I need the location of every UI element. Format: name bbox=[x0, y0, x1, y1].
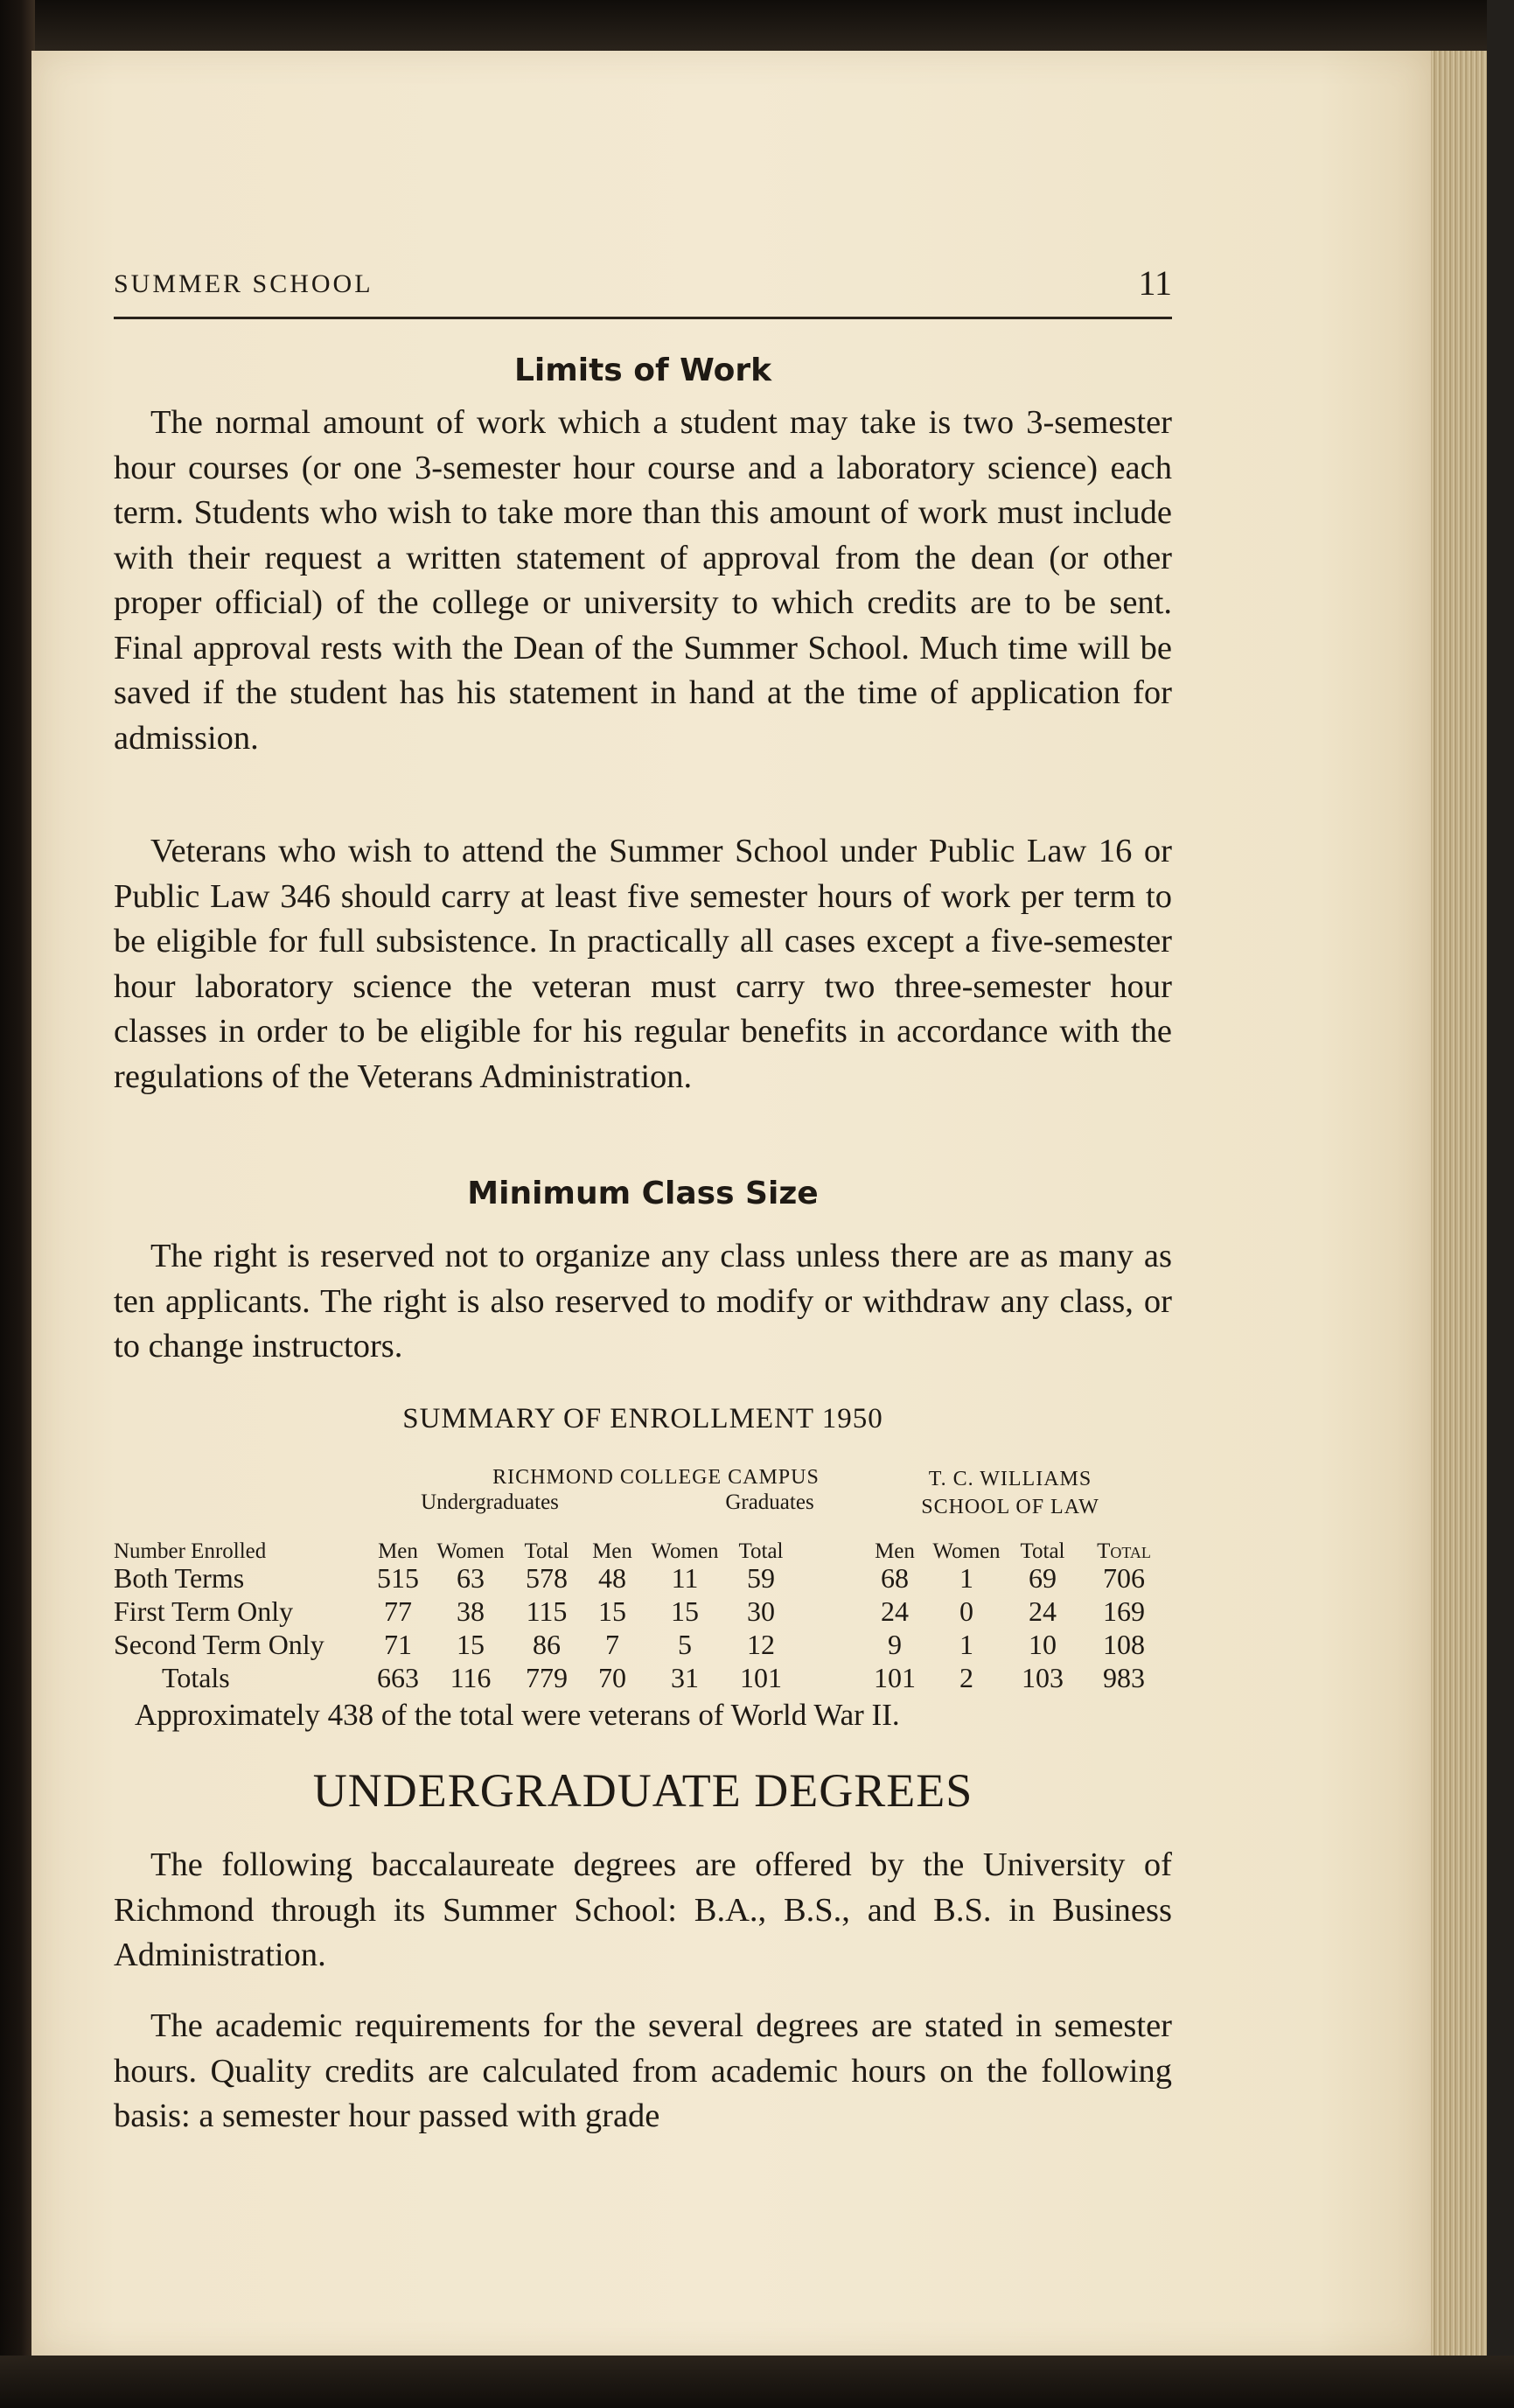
cell-second-gr-total: 12 bbox=[747, 1629, 775, 1660]
col-header-grand-total: Total bbox=[1097, 1539, 1151, 1563]
cell-first-gr-women: 15 bbox=[671, 1595, 699, 1627]
row-label-totals: Totals bbox=[162, 1662, 230, 1693]
cell-both-gr-women: 11 bbox=[671, 1562, 699, 1594]
limits-of-work-paragraph-1: The normal amount of work which a student may take is two 3-semester hour courses (or one 3-semester hour course and a laboratory science) each term. Students who wish to take more than this amount of work must include with their request a written statement of approval from the dean (or other proper official) of the college or university to which credits are to be sent. Final approval rests with the Dean of the Summer School. Much time will be saved if the student has his statement in hand at the time of application for admission. bbox=[114, 404, 1172, 757]
subgroup-header-graduates: Graduates bbox=[725, 1490, 814, 1514]
enrollment-summary-title: SUMMARY OF ENROLLMENT 1950 bbox=[402, 1403, 883, 1434]
cell-both-ug-women: 63 bbox=[457, 1562, 485, 1594]
undergraduate-degrees-heading: UNDERGRADUATE DEGREES bbox=[312, 1764, 973, 1817]
running-head bbox=[114, 262, 1172, 306]
book-cover-edge bbox=[1487, 0, 1514, 2408]
group-header-law-line1: T. C. WILLIAMS bbox=[928, 1468, 1092, 1490]
col-header-law-women: Women bbox=[932, 1539, 1001, 1563]
cell-first-law-men: 24 bbox=[881, 1595, 909, 1627]
scan-bottom-border bbox=[0, 2356, 1514, 2408]
cell-totals-gr-women: 31 bbox=[671, 1662, 699, 1693]
row-label-first-term-only: First Term Only bbox=[114, 1595, 294, 1627]
page-stack-edge bbox=[1431, 51, 1487, 2356]
limits-of-work-paragraph-2: Veterans who wish to attend the Summer School under Public Law 16 or Public Law 346 should carry at least five semester hours of work per term to be eligible for full subsistence. In practically all cases except a five-semester hour laboratory science the veteran must carry two three-semester hour classes in order to be eligible for his regular benefits in accordance with the regulations of the Veterans Administration. bbox=[114, 833, 1172, 1095]
cell-both-ug-total: 578 bbox=[526, 1562, 568, 1594]
page-number: 11 bbox=[1138, 263, 1172, 303]
cell-both-grand-total: 706 bbox=[1103, 1562, 1145, 1594]
group-header-richmond: RICHMOND COLLEGE CAMPUS bbox=[492, 1466, 820, 1489]
cell-both-ug-men: 515 bbox=[377, 1562, 419, 1594]
cell-totals-ug-total: 779 bbox=[526, 1662, 568, 1693]
undergraduate-degrees-paragraph-2: The academic requirements for the several degrees are stated in semester hours. Quality credits are calculated from academic hours on the following basis: a semester hour passed with grade bbox=[114, 2007, 1172, 2134]
cell-both-gr-total: 59 bbox=[747, 1562, 775, 1594]
cell-second-grand-total: 108 bbox=[1103, 1629, 1145, 1660]
cell-first-gr-men: 15 bbox=[598, 1595, 626, 1627]
cell-second-gr-women: 5 bbox=[678, 1629, 692, 1660]
col-header-gr-total: Total bbox=[738, 1539, 784, 1563]
enrollment-table bbox=[114, 1466, 1172, 1702]
cell-second-ug-men: 71 bbox=[384, 1629, 412, 1660]
running-head-section: SUMMER SCHOOL bbox=[114, 269, 373, 298]
cell-second-law-women: 1 bbox=[959, 1629, 973, 1660]
cell-first-ug-total: 115 bbox=[526, 1595, 568, 1627]
row-label-both-terms: Both Terms bbox=[114, 1562, 245, 1594]
col-header-ug-women: Women bbox=[436, 1539, 505, 1563]
cell-totals-law-total: 103 bbox=[1022, 1662, 1064, 1693]
veterans-footnote: Approximately 438 of the total were veterans of World War II. bbox=[135, 1698, 900, 1732]
cell-totals-grand-total: 983 bbox=[1103, 1662, 1145, 1693]
book-spine-edge bbox=[0, 0, 35, 2408]
undergraduate-degrees-paragraph-1: The following baccalaureate degrees are offered by the University of Richmond through its Summer School: B.A., B.S., and B.S. in Business Administration. bbox=[114, 1846, 1172, 1973]
col-header-gr-women: Women bbox=[651, 1539, 719, 1563]
cell-first-law-women: 0 bbox=[959, 1595, 973, 1627]
header-rule bbox=[114, 317, 1172, 319]
cell-first-grand-total: 169 bbox=[1103, 1595, 1145, 1627]
col-header-ug-men: Men bbox=[378, 1539, 418, 1563]
col-header-law-men: Men bbox=[875, 1539, 915, 1563]
cell-totals-law-women: 2 bbox=[959, 1662, 973, 1693]
cell-both-law-women: 1 bbox=[959, 1562, 973, 1594]
cell-second-law-total: 10 bbox=[1029, 1629, 1057, 1660]
page-content bbox=[114, 0, 1172, 2356]
cell-both-gr-men: 48 bbox=[598, 1562, 626, 1594]
cell-totals-ug-women: 116 bbox=[450, 1662, 492, 1693]
col-header-gr-men: Men bbox=[592, 1539, 632, 1563]
cell-totals-law-men: 101 bbox=[874, 1662, 916, 1693]
cell-both-law-total: 69 bbox=[1029, 1562, 1057, 1594]
cell-second-law-men: 9 bbox=[888, 1629, 902, 1660]
cell-totals-ug-men: 663 bbox=[377, 1662, 419, 1693]
cell-both-law-men: 68 bbox=[881, 1562, 909, 1594]
row-label-second-term-only: Second Term Only bbox=[114, 1629, 324, 1660]
minimum-class-size-paragraph: The right is reserved not to organize any class unless there are as many as ten applicants. The right is also reserved to modify or withdraw any class, or to change instructors. bbox=[114, 1238, 1172, 1365]
cell-second-ug-total: 86 bbox=[533, 1629, 561, 1660]
cell-totals-gr-total: 101 bbox=[740, 1662, 782, 1693]
cell-first-gr-total: 30 bbox=[747, 1595, 775, 1627]
cell-second-ug-women: 15 bbox=[457, 1629, 485, 1660]
cell-first-ug-men: 77 bbox=[384, 1595, 412, 1627]
minimum-class-size-heading: Minimum Class Size bbox=[467, 1176, 819, 1211]
cell-first-law-total: 24 bbox=[1029, 1595, 1057, 1627]
col-header-ug-total: Total bbox=[524, 1539, 569, 1563]
limits-of-work-heading: Limits of Work bbox=[513, 352, 772, 388]
row-header-number-enrolled: Number Enrolled bbox=[114, 1539, 267, 1563]
group-header-law-line2: SCHOOL OF LAW bbox=[921, 1496, 1099, 1518]
cell-second-gr-men: 7 bbox=[605, 1629, 619, 1660]
col-header-law-total: Total bbox=[1020, 1539, 1065, 1563]
cell-first-ug-women: 38 bbox=[457, 1595, 485, 1627]
subgroup-header-undergraduates: Undergraduates bbox=[421, 1490, 559, 1514]
cell-totals-gr-men: 70 bbox=[598, 1662, 626, 1693]
